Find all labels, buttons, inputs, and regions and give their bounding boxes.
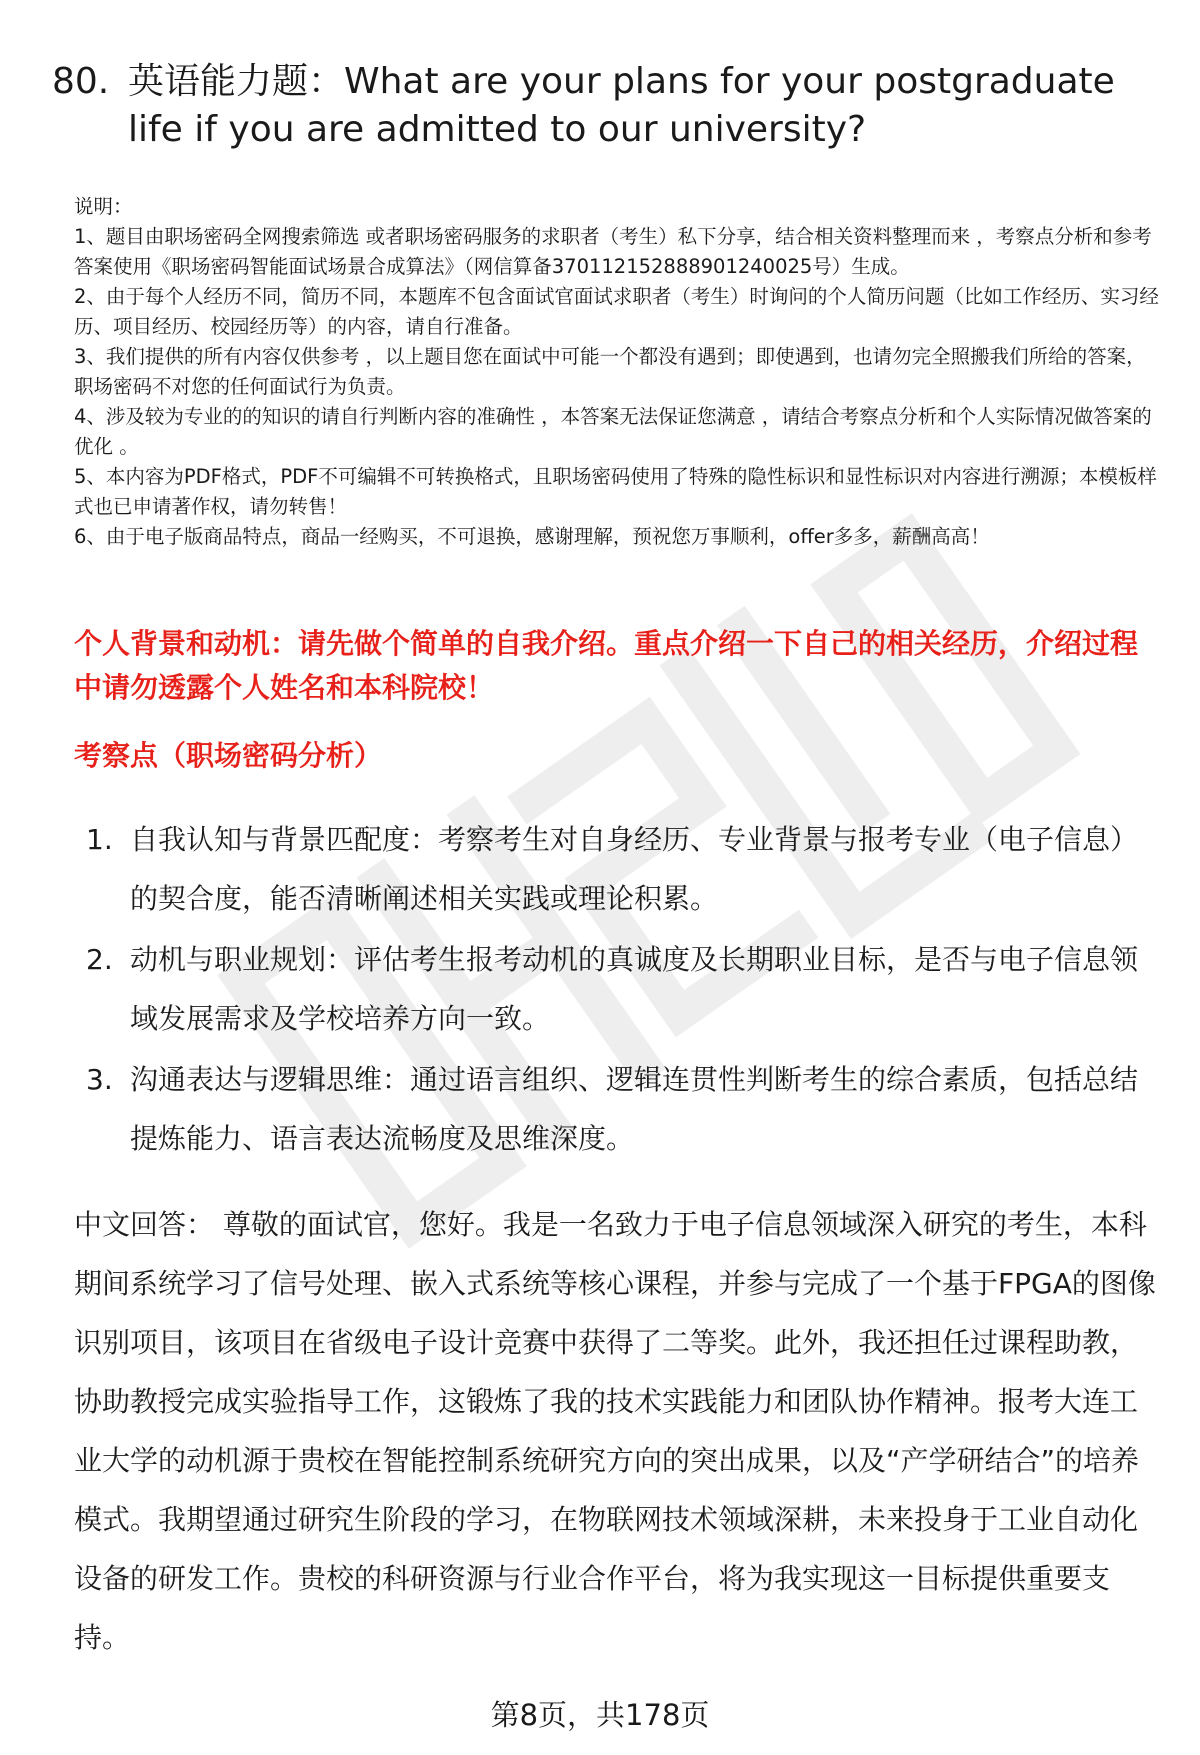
answer-paragraph — [74, 1195, 1164, 1667]
page-number: 第8页，共178页 — [490, 1698, 710, 1732]
notes-item: 1、题目由职场密码全网搜索筛选 或者职场密码服务的求职者（考生）私下分享，结合相关资料整理而来 ，考察点分析和参考答案使用《职场密码智能面试场景合成算法》（网信算备370112152888901240025号）生成。 — [74, 225, 1152, 278]
list-item-number: 3. — [86, 1063, 113, 1096]
list-item-text: 动机与职业规划：评估考生报考动机的真诚度及长期职业目标，是否与电子信息领域发展需求及学校培养方向一致。 — [130, 943, 1139, 1035]
analysis-points-list — [74, 810, 1164, 1170]
notes-item: 6、由于电子版商品特点，商品一经购买，不可退换，感谢理解，预祝您万事顺利，offer多多，薪酬高高！ — [74, 525, 990, 548]
question-number: 80. — [52, 61, 110, 102]
list-item — [74, 1050, 1164, 1168]
notes-item: 4、涉及较为专业的的知识的请自行判断内容的准确性 ，本答案无法保证您满意 ，请结合考察点分析和个人实际情况做答案的优化 。 — [74, 405, 1152, 458]
list-item — [74, 810, 1164, 928]
answer-text: 尊敬的面试官，您好。我是一名致力于电子信息领域深入研究的考生，本科期间系统学习了信号处理、嵌入式系统等核心课程，并参与完成了一个基于FPGA的图像识别项目，该项目在省级电子设计竞赛中获得了二等奖。此外，我还担任过课程助教，协助教授完成实验指导工作，这锻炼了我的技术实践能力和团队协作精神。报考大连工业大学的动机源于贵校在智能控制系统研究方向的突出成果，以及“产学研结合”的培养模式。我期望通过研究生阶段的学习，在物联网技术领域深耕，未来投身于工业自动化设备的研发工作。贵校的科研资源与行业合作平台，将为我实现这一目标提供重要支持。 — [74, 1208, 1156, 1654]
question-title: 英语能力题：What are your plans for your postgraduate life if you are admitted to our university? — [128, 61, 1115, 150]
list-item-text: 沟通表达与逻辑思维：通过语言组织、逻辑连贯性判断考生的综合素质，包括总结提炼能力、语言表达流畅度及思维深度。 — [130, 1063, 1139, 1155]
list-item-text: 自我认知与背景匹配度：考察考生对自身经历、专业背景与报考专业（电子信息）的契合度，能否清晰阐述相关实践或理论积累。 — [130, 823, 1139, 915]
notes-item: 3、我们提供的所有内容仅供参考 ，以上题目您在面试中可能一个都没有遇到；即使遇到，也请勿完全照搬我们所给的答案，职场密码不对您的任何面试行为负责。 — [74, 345, 1146, 398]
list-item-number: 2. — [86, 943, 113, 976]
list-item-number: 1. — [86, 823, 113, 856]
answer-label: 中文回答： — [74, 1208, 215, 1241]
question-heading — [52, 58, 1162, 154]
analysis-title: 考察点（职场密码分析） — [74, 739, 383, 772]
notes-item: 2、由于每个人经历不同，简历不同，本题库不包含面试官面试求职者（考生）时询问的个人简历问题（比如工作经历、实习经历、项目经历、校园经历等）的内容，请自行准备。 — [74, 285, 1159, 338]
list-item — [74, 930, 1164, 1048]
notes-heading: 说明： — [74, 195, 133, 218]
intro-question: 个人背景和动机：请先做个简单的自我介绍。重点介绍一下自己的相关经历，介绍过程中请勿透露个人姓名和本科院校！ — [74, 627, 1139, 704]
notes-section — [74, 192, 1164, 552]
notes-item: 5、本内容为PDF格式，PDF不可编辑不可转换格式，且职场密码使用了特殊的隐性标识和显性标识对内容进行溯源；本模板样式也已申请著作权，请勿转售！ — [74, 465, 1157, 518]
